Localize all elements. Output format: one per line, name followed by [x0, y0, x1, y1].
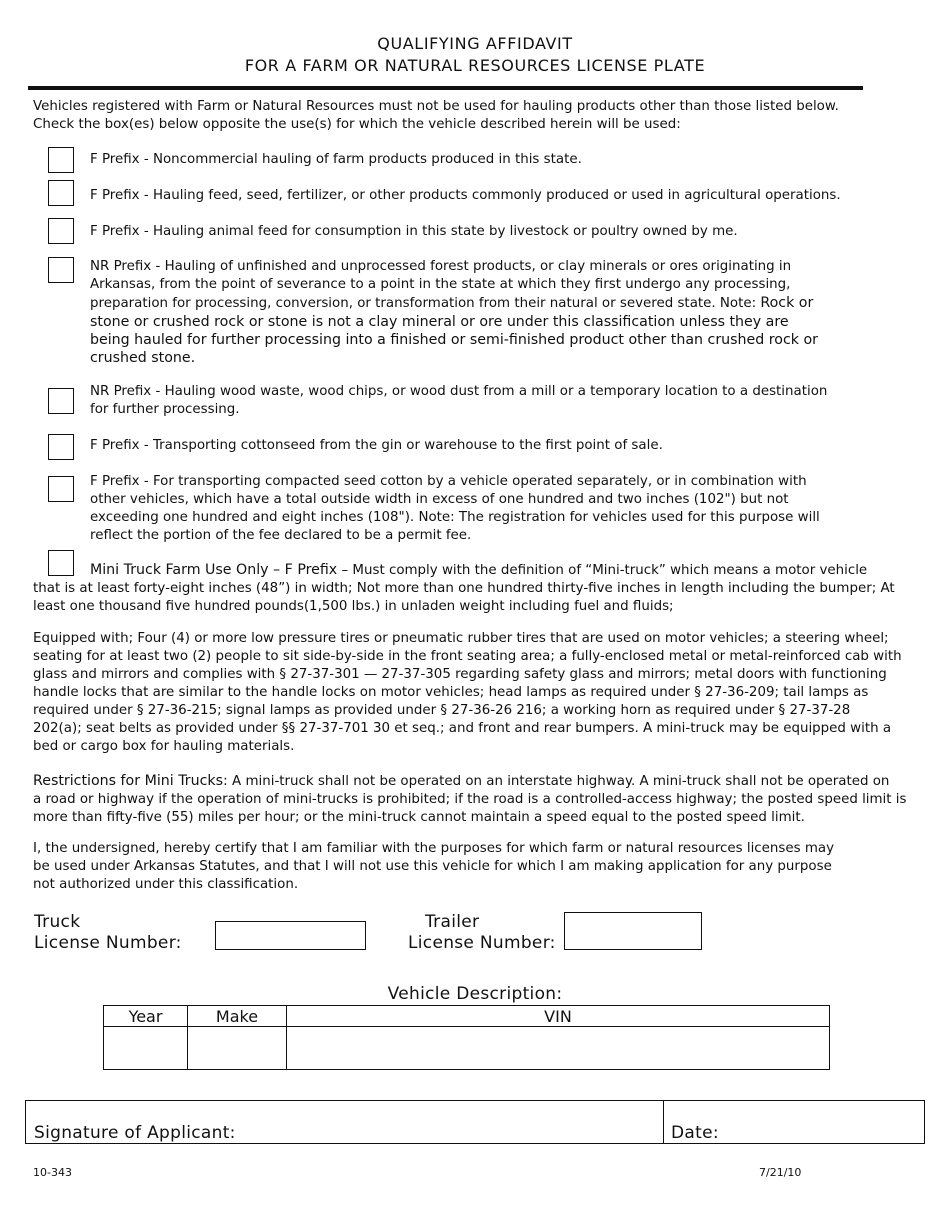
option-line: F Prefix - For transporting compacted seed cotton by a vehicle operated separately, or in combination with: [90, 474, 807, 489]
option-f-prefix-seed-cotton: [90, 473, 880, 545]
form-title-line-2: FOR A FARM OR NATURAL RESOURCES LICENSE PLATE: [244, 56, 706, 75]
intro-line-2: Check the box(es) below opposite the use(s) for which the vehicle described herein will be used:: [33, 117, 681, 132]
checkbox-f-prefix-feed-seed-fertilizer[interactable]: [48, 180, 74, 206]
option-line-part: preparation for processing, conversion, or transformation from their natural or severed state. Note:: [90, 296, 761, 311]
note-line: being hauled for further processing into a finished or semi-finished product other than crushed rock or: [90, 332, 819, 348]
option-line: NR Prefix - Hauling of unfinished and unprocessed forest products, or clay minerals or ores originating in: [90, 259, 792, 274]
trailer-license-label: [408, 912, 556, 954]
restrictions-paragraph: [33, 772, 938, 827]
option-line: reflect the portion of the fee declared to be a permit fee.: [90, 528, 472, 543]
paragraph-line: more than fifty-five (55) miles per hour; or the mini-truck cannot maintain a speed equal to the posted speed limit.: [33, 810, 805, 825]
option-nr-prefix-forest-products: [90, 258, 880, 367]
vin-cell[interactable]: [287, 1027, 830, 1070]
trailer-label-line-2: License Number:: [408, 933, 556, 953]
signature-block: [25, 1100, 925, 1144]
truck-license-label: [34, 912, 182, 954]
truck-license-number-field[interactable]: [215, 921, 366, 950]
option-f-prefix-farm-products: F Prefix - Noncommercial hauling of farm products produced in this state.: [90, 152, 582, 167]
paragraph-line: seating for at least two (2) people to sit side-by-side in the front seating area; a fully-enclosed metal or metal-reinforced cab with: [33, 649, 902, 664]
certification-paragraph: [33, 840, 913, 894]
applicant-signature-field[interactable]: Signature of Applicant:: [34, 1123, 236, 1143]
option-nr-prefix-wood-waste: [90, 383, 880, 419]
checkbox-f-prefix-farm-products[interactable]: [48, 147, 74, 173]
note-line: stone or crushed rock or stone is not a clay mineral or ore under this classification unless they are: [90, 314, 789, 330]
paragraph-line: glass and mirrors and complies with § 27-37-301 — 27-37-305 regarding safety glass and mirrors; metal doors with functioning: [33, 667, 887, 682]
paragraph-line: [33, 772, 938, 791]
paragraph-line: handle locks that are similar to the handle locks on motor vehicles; head lamps as required under § 27-36-209; tail lamps as: [33, 685, 869, 700]
checkbox-mini-truck-farm-use[interactable]: [48, 550, 74, 576]
note-line: crushed stone.: [90, 350, 196, 366]
mini-truck-line-1: [90, 561, 920, 580]
option-line: other vehicles, which have a total outside width in excess of one hundred and two inches (102") but not: [90, 492, 789, 507]
mini-truck-line-2: that is at least forty-eight inches (48”) in width; Not more than one hundred thirty-five inches in length including the bumper; At: [33, 581, 895, 596]
paragraph-line: bed or cargo box for hauling materials.: [33, 739, 295, 754]
mini-truck-heading: Mini Truck Farm Use Only – F Prefix: [90, 562, 338, 578]
checkbox-nr-prefix-wood-waste[interactable]: [48, 388, 74, 414]
truck-label-line-1: Truck: [34, 912, 81, 932]
table-row: [104, 1027, 830, 1070]
paragraph-line: required under § 27-36-215; signal lamps as provided under § 27-36-26 216; a working horn as required under § 27-37-28: [33, 703, 851, 718]
checkbox-f-prefix-cottonseed[interactable]: [48, 434, 74, 460]
vehicle-description-table: [103, 1005, 830, 1070]
mini-truck-line-3: least one thousand five hundred pounds(1,500 lbs.) in unladen weight including fuel and fluids;: [33, 599, 674, 614]
column-header-vin: VIN: [287, 1006, 830, 1027]
option-line: for further processing.: [90, 402, 240, 417]
form-title-line-1: QUALIFYING AFFIDAVIT: [377, 34, 573, 53]
signature-date-field[interactable]: Date:: [671, 1123, 719, 1143]
restrictions-text: A mini-truck shall not be operated on an interstate highway. A mini-truck shall not be operated on: [227, 774, 890, 789]
table-header-row: [104, 1006, 830, 1027]
trailer-label-line-1: Trailer: [425, 912, 480, 932]
option-f-prefix-animal-feed: F Prefix - Hauling animal feed for consumption in this state by livestock or poultry owned by me.: [90, 224, 738, 239]
truck-label-line-2: License Number:: [34, 933, 182, 953]
paragraph-line: I, the undersigned, hereby certify that I am familiar with the purposes for which farm or natural resources licenses may: [33, 841, 835, 856]
option-line: exceeding one hundred and eight inches (108"). Note: The registration for vehicles used for this purpose will: [90, 510, 820, 525]
make-cell[interactable]: [188, 1027, 287, 1070]
header-divider: [28, 86, 863, 90]
checkbox-f-prefix-seed-cotton[interactable]: [48, 476, 74, 502]
column-header-year: Year: [104, 1006, 188, 1027]
option-line: [90, 294, 880, 313]
mini-truck-definition: – Must comply with the definition of “Mini-truck” which means a motor vehicle: [337, 563, 868, 578]
note-text: Rock or: [760, 295, 814, 311]
paragraph-line: not authorized under this classification.: [33, 877, 299, 892]
form-number: 10-343: [33, 1166, 72, 1179]
intro-line-1: Vehicles registered with Farm or Natural Resources must not be used for hauling products other than those listed below.: [33, 99, 839, 114]
paragraph-line: Equipped with; Four (4) or more low pressure tires or pneumatic rubber tires that are used on motor vehicles; a steering wheel;: [33, 631, 889, 646]
year-cell[interactable]: [104, 1027, 188, 1070]
checkbox-f-prefix-animal-feed[interactable]: [48, 218, 74, 244]
paragraph-line: a road or highway if the operation of mini-trucks is prohibited; if the road is a controlled-access highway; the posted speed limit is: [33, 792, 907, 807]
option-f-prefix-feed-seed-fertilizer: F Prefix - Hauling feed, seed, fertilizer, or other products commonly produced or used in agricultural operations.: [90, 188, 841, 203]
option-line: NR Prefix - Hauling wood waste, wood chips, or wood dust from a mill or a temporary location to a destination: [90, 384, 828, 399]
column-header-make: Make: [188, 1006, 287, 1027]
checkbox-nr-prefix-forest-products[interactable]: [48, 257, 74, 283]
restrictions-label: Restrictions for Mini Trucks:: [33, 773, 228, 789]
trailer-license-number-field[interactable]: [564, 912, 702, 950]
equipped-paragraph: [33, 630, 933, 756]
vehicle-description-title: Vehicle Description:: [387, 984, 563, 1004]
signature-divider: [663, 1101, 664, 1143]
option-line: Arkansas, from the point of severance to a point in the state at which they first undergo any processing,: [90, 277, 791, 292]
revision-date: 7/21/10: [759, 1166, 802, 1179]
paragraph-line: 202(a); seat belts as provided under §§ 27-37-701 30 et seq.; and front and rear bumpers. A mini-truck may be equipped with a: [33, 721, 892, 736]
option-f-prefix-cottonseed: F Prefix - Transporting cottonseed from the gin or warehouse to the first point of sale.: [90, 438, 663, 453]
paragraph-line: be used under Arkansas Statutes, and that I will not use this vehicle for which I am making application for any purpose: [33, 859, 832, 874]
